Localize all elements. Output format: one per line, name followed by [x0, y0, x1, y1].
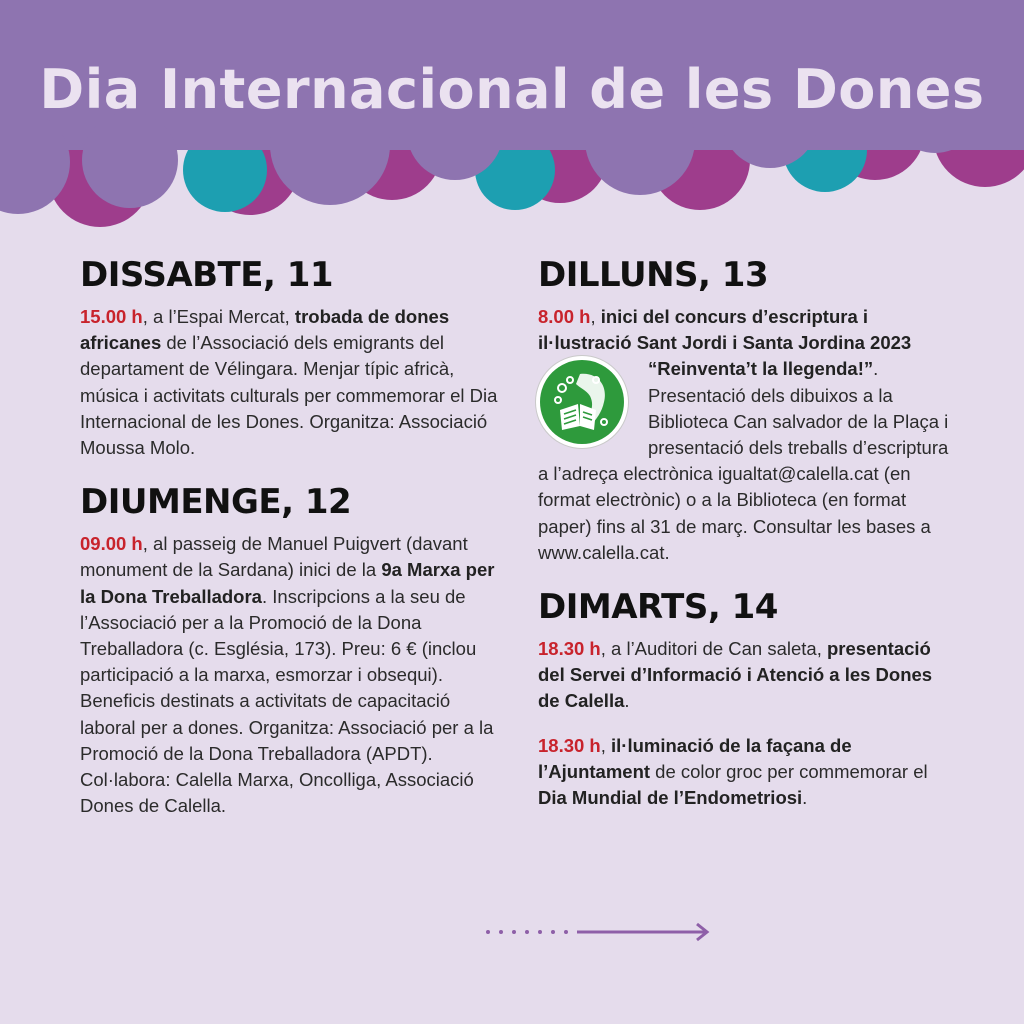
event-monday: [538, 304, 958, 566]
day-heading-saturday: DISSABTE, 11: [80, 255, 334, 295]
event-time: 09.00 h: [80, 533, 143, 555]
event-time: 8.00 h: [538, 306, 591, 327]
event-highlight: presentació del Servei d’Informació i Atenció a les Dones de Calella: [538, 638, 933, 712]
page-title: Dia Internacional de les Dones: [39, 58, 985, 121]
next-arrow-icon[interactable]: [485, 920, 715, 944]
event-highlight: inici del concurs d’escriptura i il·lustració Sant Jordi i Santa Jordina 2023 “Reinventa’t la llegenda!”: [538, 306, 912, 380]
event-highlight: trobada de dones africanes: [80, 306, 450, 354]
right-column: [538, 252, 958, 829]
event-text: de l’Associació dels emigrants del departament de Vélingara. Menjar típic africà, música i activitats culturals per commemorar el Dia Internacional de les Dones. Organitza: Associació Moussa Molo.: [80, 332, 498, 459]
event-text: .: [802, 787, 808, 809]
event-sunday: [80, 531, 505, 819]
event-text: .: [624, 690, 630, 712]
event-tuesday-2: [538, 733, 958, 812]
event-highlight: il·luminació de la façana de l’Ajuntament: [538, 734, 852, 782]
event-time: 15.00 h: [80, 306, 143, 327]
event-text: , a l’Auditori de Can saleta,: [600, 638, 827, 660]
day-heading-sunday: DIUMENGE, 12: [80, 482, 352, 523]
event-text: ,: [590, 306, 601, 327]
event-saturday: [80, 304, 505, 461]
reading-girl-logo-icon: [540, 360, 624, 444]
event-time: 18.30 h: [538, 638, 601, 660]
event-text: , al passeig de Manuel Puigvert (davant monument de la Sardana) inici de la: [80, 533, 468, 581]
event-highlight: Dia Mundial de l’Endometriosi: [538, 787, 803, 809]
day-heading-tuesday: DIMARTS, 14: [538, 587, 778, 628]
event-time: 18.30 h: [538, 734, 601, 756]
day-heading-monday: DILLUNS, 13: [538, 255, 769, 295]
event-highlight: 9a Marxa per la Dona Treballadora: [80, 559, 495, 607]
left-column: [80, 252, 505, 837]
event-text: . Inscripcions a la seu de l’Associació per a la Promoció de la Dona Treballadora (c. Església, 173). Preu: 6 € (inclou participació a la marxa, esmorzar i obsequi). Beneficis destinats a activitats de capacitació laboral per a dones. Organitza: Associació per a la Promoció de la Dona Treballadora (APDT). Col·labora: Calella Marxa, Oncolliga, Associació Dones de Calella.: [80, 585, 494, 817]
event-text: de color groc per commemorar el: [650, 760, 928, 782]
event-text: , a l’Espai Mercat,: [142, 306, 295, 327]
header-banner: [0, 0, 1024, 230]
event-text: ,: [600, 734, 612, 756]
event-tuesday-1: [538, 636, 958, 715]
event-text: . Presentació dels dibuixos a la Biblioteca Can salvador de la Plaça i presentació dels treballs d’escriptura a l’adreça electrònica igualtat@calella.cat (en format electrònic) o a la Biblioteca (en format paper) fins al 31 de març. Consultar les bases a www.calella.cat.: [538, 358, 949, 563]
